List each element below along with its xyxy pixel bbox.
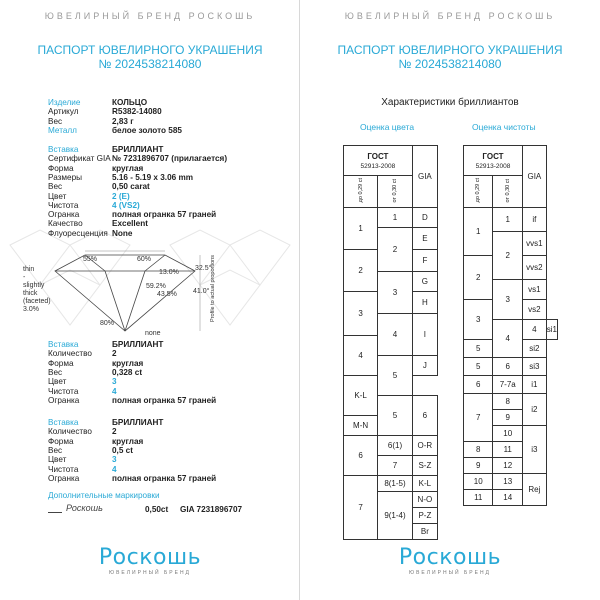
clarity-gost-header: ГОСТ 52913-2008 xyxy=(464,146,523,176)
diamond-proportion-diagram xyxy=(5,243,240,343)
pavilion-angle-label: 41.0° xyxy=(193,288,210,295)
field-label: Чистота xyxy=(48,200,79,210)
field-value: 2 (E) xyxy=(112,191,130,201)
field-value: None xyxy=(112,228,133,238)
brand-line-right: ЮВЕЛИРНЫЙ БРЕНД РОСКОШЬ xyxy=(344,11,556,21)
field-label: Цвет xyxy=(48,455,67,465)
field-value: 0,328 ct xyxy=(112,367,143,377)
field-label: Размеры xyxy=(48,172,83,182)
lower-half-label: 80% xyxy=(100,320,115,327)
passport-title: ПАСПОРТ ЮВЕЛИРНОГО УКРАШЕНИЯ xyxy=(37,43,263,57)
crown-left-label: 55% xyxy=(83,256,98,263)
field-value: круглая xyxy=(112,163,144,173)
field-value: полная огранка 57 граней xyxy=(112,395,217,405)
total-depth-label: 59.2% xyxy=(146,283,166,290)
field-value: 4 xyxy=(112,464,117,474)
field-label: Огранка xyxy=(48,210,80,220)
table-label: 60% xyxy=(137,256,152,263)
field-value: 3 xyxy=(112,455,117,465)
clarity-table: ГОСТ 52913-2008 GIA до 0,29 ct от 0,30 ct 1 1 if 2 vvs1 2 vvs2 3 vs1 3 vs2 4 4 si1 5 si2 5 6 si3 6 7-7a i1 7 8 i2 9 10 i3 8 11 9 12 10 13 Rej 11 14 xyxy=(463,145,558,506)
footer-sub-right: ЮВЕЛИРНЫЙ БРЕНД xyxy=(409,570,491,576)
brand-line: ЮВЕЛИРНЫЙ БРЕНД РОСКОШЬ xyxy=(44,11,256,21)
girdle-label-4: thick xyxy=(23,290,38,297)
color-grade-title: Оценка цвета xyxy=(360,122,415,132)
field-value: круглая xyxy=(112,436,144,446)
field-value: КОЛЬЦО xyxy=(112,98,148,107)
field-label: Огранка xyxy=(48,395,80,405)
pavilion-depth-label: 43.5% xyxy=(157,291,177,298)
girdle-label-2: - xyxy=(23,274,26,281)
field-label: Форма xyxy=(48,163,74,173)
field-label: Флуоресценция xyxy=(48,228,108,238)
additional-weight: 0,50ct xyxy=(145,505,169,514)
field-label: Артикул xyxy=(48,107,79,117)
field-value: 3 xyxy=(112,377,117,387)
field-value: белое золото 585 xyxy=(112,125,182,135)
profile-note: Profile to actual proportions xyxy=(210,255,216,322)
field-label: Количество xyxy=(48,349,92,359)
color-gost-header: ГОСТ 52913-2008 xyxy=(344,146,413,176)
passport-number-right: № 2024538214080 xyxy=(398,57,502,71)
girdle-label-1: thin xyxy=(23,266,35,273)
field-value: R5382-14080 xyxy=(112,107,162,117)
right-page xyxy=(300,0,600,600)
crown-height-label: 13.0% xyxy=(159,269,179,276)
clarity-grade-title: Оценка чистоты xyxy=(472,122,536,132)
field-value: БРИЛЛИАНТ xyxy=(112,145,164,154)
passport-title-right: ПАСПОРТ ЮВЕЛИРНОГО УКРАШЕНИЯ xyxy=(337,43,563,57)
color-table: ГОСТ 52913-2008 GIA до 0,29 ct от 0,30 ct 1 1 D 2 E 2 F 3 G 3 H 4 I 4 5 J K-L 5 6 M-N 6 6(1) O-R 7 S-Z 7 8(1-5) K-L 9(1-4) N-O P-Z Br xyxy=(343,145,438,540)
field-label: Огранка xyxy=(48,473,80,483)
footer-sub: ЮВЕЛИРНЫЙ БРЕНД xyxy=(109,570,191,576)
field-label: Количество xyxy=(48,427,92,437)
field-value: полная огранка 57 граней xyxy=(112,473,217,483)
culet-label: none xyxy=(145,330,161,337)
field-value: 4 xyxy=(112,386,117,396)
field-value: № 7231896707 (прилагается) xyxy=(112,154,228,164)
clarity-gia-header: GIA xyxy=(522,146,546,208)
passport-number: № 2024538214080 xyxy=(98,57,202,71)
footer-logo-right: Роскошь xyxy=(398,545,502,570)
brand-logo-small: Роскошь xyxy=(48,503,103,513)
field-label: Вставка xyxy=(48,418,79,427)
field-label: Вес xyxy=(48,116,63,126)
field-label: Вставка xyxy=(48,340,79,349)
girdle-label-6: 3.0% xyxy=(23,306,39,313)
field-value: 2 xyxy=(112,349,117,359)
characteristics-title: Характеристики бриллиантов xyxy=(381,97,519,108)
color-gia-header: GIA xyxy=(412,146,437,208)
logo-mark-icon xyxy=(48,504,62,513)
field-label: Вес xyxy=(48,182,63,192)
field-label: Вес xyxy=(48,445,63,455)
girdle-label-5: (faceted) xyxy=(23,298,51,305)
field-value: 2 xyxy=(112,427,117,437)
field-label: Цвет xyxy=(48,377,67,387)
field-label: Чистота xyxy=(48,464,79,474)
field-label: Вставка xyxy=(48,145,79,154)
field-label: Цвет xyxy=(48,191,67,201)
field-label: Форма xyxy=(48,358,74,368)
field-label: Чистота xyxy=(48,386,79,396)
field-value: 5.16 - 5.19 x 3.06 mm xyxy=(112,172,194,182)
field-value: 0,50 carat xyxy=(112,182,150,192)
field-value: 2,83 г xyxy=(112,116,134,126)
field-label: Сертификат GIA xyxy=(48,154,111,164)
field-label: Изделие xyxy=(48,98,81,107)
field-label: Вес xyxy=(48,367,63,377)
field-value: 4 (VS2) xyxy=(112,200,140,210)
field-value: Excellent xyxy=(112,219,148,229)
additional-gia: GIA 7231896707 xyxy=(180,505,243,514)
field-value: БРИЛЛИАНТ xyxy=(112,418,164,427)
field-label: Форма xyxy=(48,436,74,446)
footer-logo: Роскошь xyxy=(98,545,202,570)
field-value: полная огранка 57 граней xyxy=(112,210,217,220)
field-label: Качество xyxy=(48,219,83,229)
crown-angle-label: 32.5° xyxy=(195,265,212,272)
field-value: БРИЛЛИАНТ xyxy=(112,340,164,349)
field-value: круглая xyxy=(112,358,144,368)
field-value: 0,5 ct xyxy=(112,445,133,455)
girdle-label-3: slightly xyxy=(23,282,45,289)
field-label: Металл xyxy=(48,125,77,135)
additional-marks-title: Дополнительные маркировки xyxy=(48,491,160,500)
